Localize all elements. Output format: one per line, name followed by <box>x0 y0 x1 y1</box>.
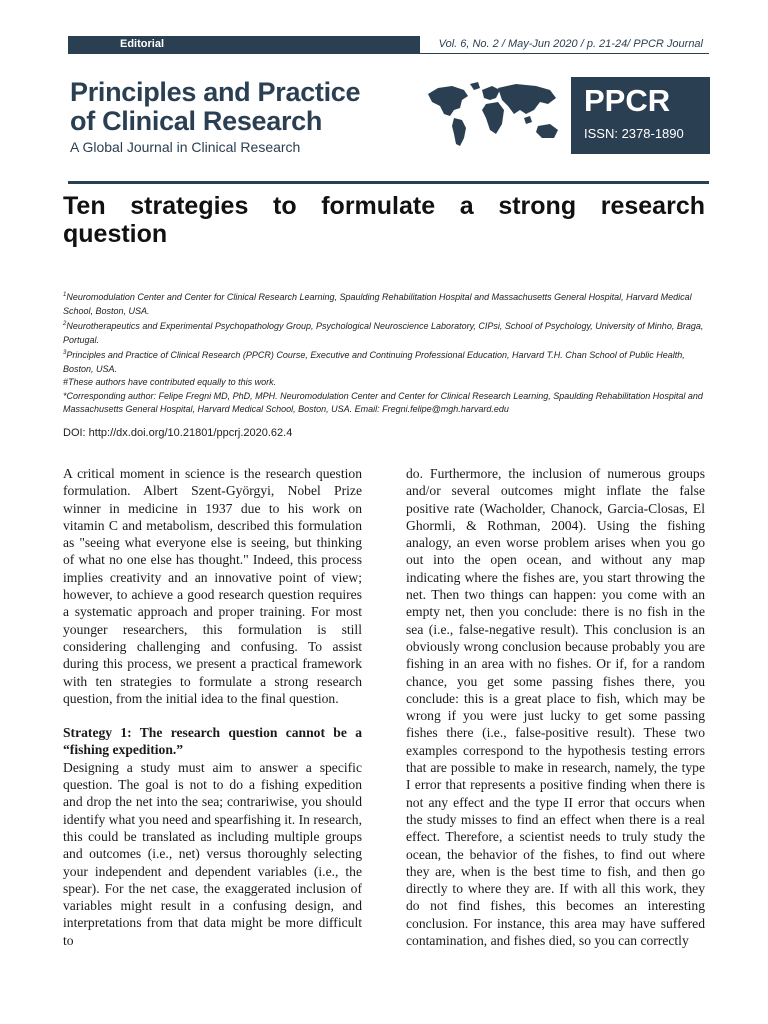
journal-title-line1: Principles and Practice <box>70 77 361 107</box>
affiliation-2: $^2$Neurotherapeutics and Experimental Psychopathology Group, Psychological Neuroscience Laboratory, CIPsi, School of Psychology, University of Minho, Braga, Portugal. <box>63 321 704 345</box>
journal-issn: ISSN: 2378-1890 <box>584 126 684 141</box>
equal-contribution-note: #These authors have contributed equally to this work. <box>63 377 277 387</box>
right-column-paragraph: do. Furthermore, the inclusion of numerous groups and/or several outcomes might inflate the false positive rate (Wacholder, Chanock, Garcia-Closas, El Ghormli, & Rothman, 2004). Using the fishing analogy, an even worse problem arises when you go out into the open ocean, and without any map indicating where the fishes are, you start throwing the net. Then two things can happen: you come with an empty net, then you conclude: there is no fish in the sea (i.e., false-negative result). This conclusion is an obviously wrong conclusion because probably you are fishing in an area with no fishes. Or if, for a random chance, you get some passing fishes there, you conclude: this is a great place to fish, which may be wrong if you were just lucky to get some passing fishes there (i.e., false-positive result). These two examples correspond to the hypothesis testing errors that are possible to make in research, namely, the type I error that represents a positive finding when there is not any effect and the type II error that occurs when the study misses to find an effect when there is a real effect. Therefore, a scientist needs to truly study the ocean, the behavior of the fishes, to find out where they are, when is the best time to fish, and then go directly to where they are. If with all this work, they do not find fishes, this becomes an interesting conclusion. For instance, this area may have suffered contamination, and fishes died, so you can correctly <box>406 466 705 949</box>
article-title: Ten strategies to formulate a strong research question <box>63 192 705 248</box>
journal-title-line2: of Clinical Research <box>70 106 323 136</box>
body-column-right <box>406 465 705 949</box>
world-map-icon <box>424 80 566 152</box>
corresponding-author: *Corresponding author: Felipe Fregni MD, PhD, MPH. Neuromodulation Center and Center for Clinical Research Learning, Spaulding Rehabilitation Hospital and Massachusetts General Hospital, Harvard Medical School, Boston, USA. Email: Fregni.felipe@mgh.harvard.edu <box>63 390 703 414</box>
strategy1-heading: Strategy 1: The research question cannot be a “fishing expedition.” <box>63 725 362 758</box>
body-column-left <box>63 465 362 949</box>
strategy1-paragraph: Designing a study must aim to answer a specific question. The goal is not to do a fishing expedition and drop the net into the sea; contrariwise, you should identify what you need and spearfishing it. In research, this could be translated as including multiple groups and outcomes (i.e., net) versus thoroughly selecting your independent and dependent variables (i.e., the spear). For the net case, the exaggerated inclusion of variables might result in a confusing design, and interpretations from that data might be more difficult to <box>63 759 362 948</box>
affiliation-3: $^3$Principles and Practice of Clinical Research (PPCR) Course, Executive and Continuing Professional Education, Harvard T.H. Chan School of Public Health, Boston, USA. <box>63 350 685 374</box>
volume-info: Vol. 6, No. 2 / May-Jun 2020 / p. 21-24/ PPCR Journal <box>438 38 703 50</box>
journal-title <box>70 78 360 136</box>
journal-header-bar <box>68 36 709 54</box>
header-divider <box>68 181 709 184</box>
affiliations <box>63 289 705 417</box>
journal-brand: PPCR <box>584 83 671 118</box>
section-tag: Editorial <box>68 36 420 53</box>
doi-link[interactable]: DOI: http://dx.doi.org/10.21801/ppcrj.2020.62.4 <box>63 427 293 439</box>
journal-brand-box <box>571 77 710 154</box>
journal-subtitle: A Global Journal in Clinical Research <box>70 139 301 155</box>
affiliation-1: $^1$Neuromodulation Center and Center for Clinical Research Learning, Spaulding Rehabilitation Hospital and Massachusetts General Hospital, Harvard Medical School, Boston, USA. <box>63 292 692 316</box>
intro-paragraph: A critical moment in science is the research question formulation. Albert Szent-Györgyi, Nobel Prize winner in medicine in 1937 due to his work on vitamin C and metabolism, described this formulation as "seeing what everyone else is seeing, but thinking of what no one else has thought." Indeed, this process implies creativity and an innovative point of view; however, to achieve a good research question requires a systematic approach and proper training. For most younger researchers, this formulation is still considering challenging and confusing. To assist during this process, we present a practical framework with ten strategies to formulate a strong research question, from the initial idea to the final question. <box>63 466 362 706</box>
